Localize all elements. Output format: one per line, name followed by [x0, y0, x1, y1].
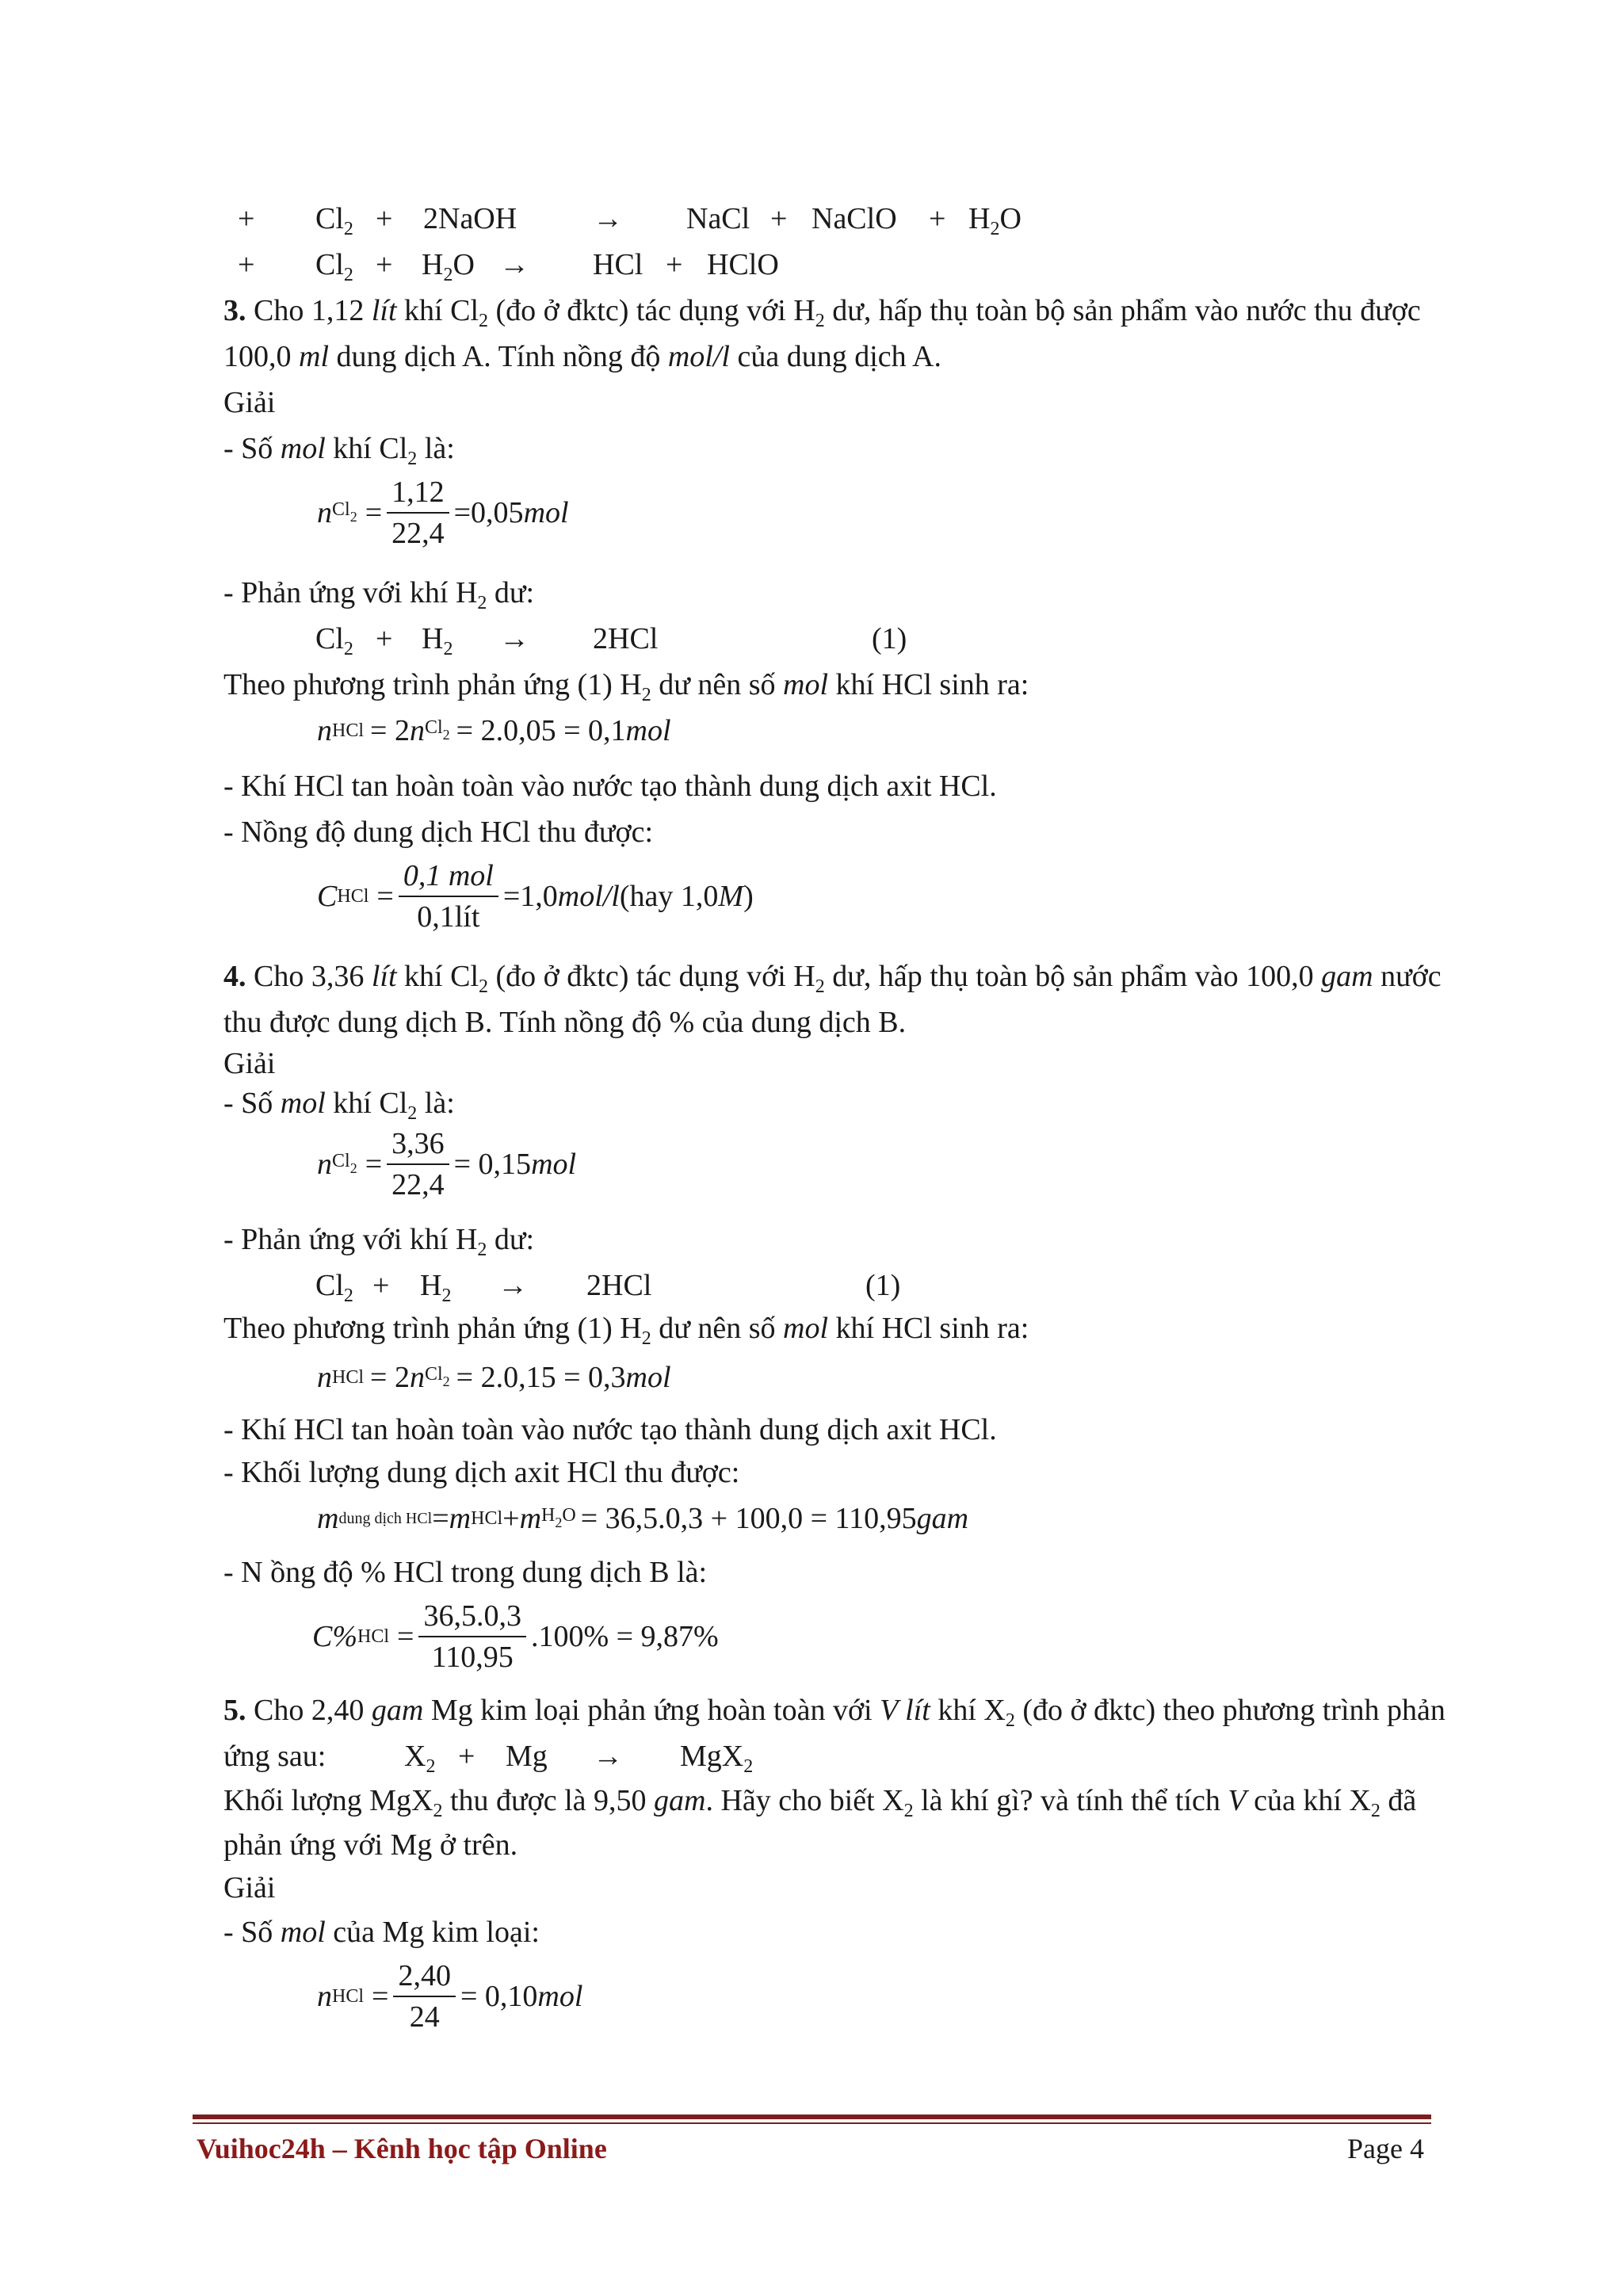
- p5-question-line-2-label: ứng sau:: [223, 1740, 327, 1773]
- reaction-2-arrow: →: [499, 248, 529, 281]
- p3-question-line-2: 100,0 ml dung dịch A. Tính nồng độ mol/l của dung dịch A.: [223, 340, 941, 373]
- reaction-2-hcl: HCl: [593, 248, 643, 281]
- p4-formula-percent: C% HCl = $\frac{36,5.0,3}{110,95}$ .100% = 9,87%: [312, 1596, 719, 1677]
- p3-reaction-2hcl: 2HCl: [593, 622, 659, 655]
- p5-formula-nmg: n HCl = $\frac{2,40}{24}$ = 0,10 mol: [317, 1956, 582, 2037]
- reaction-2-cl2: $Cl_2$: [315, 248, 353, 285]
- p5-reaction-arrow: →: [593, 1740, 623, 1773]
- footer-rule-thin: [193, 2122, 1431, 2124]
- reaction-1-nacl: NaCl: [686, 202, 750, 235]
- p3-formula-nhcl: n HCl = 2 n $Cl_2$ = 2.0,05 = 0,1 mol: [317, 714, 671, 747]
- p3-reaction-h2: $H_2$: [422, 622, 453, 659]
- p5-question-line-3: Khối lượng MgX$_2$ thu được là 9,50 gam. Hãy cho biết $X_2$ là khí gì? và tính thể tích V của khí $X_2$ đã: [223, 1784, 1417, 1821]
- reaction-1-plus-b: +: [770, 202, 788, 235]
- p4-step-2: - Phản ứng với khí $H_2$ dư:: [223, 1223, 535, 1260]
- p3-reaction-plus: +: [376, 622, 393, 655]
- p4-formula-mass: m dung dịch HCl = m HCl + m $H_2O$ = 36,5.0,3 + 100,0 = 110,95 gam: [317, 1502, 969, 1535]
- reaction-1-cl2: $Cl_2$: [315, 202, 353, 239]
- p4-solution-heading: Giải: [223, 1047, 276, 1080]
- p5-question-line-4: phản ứng với Mg ở trên.: [223, 1828, 518, 1862]
- p3-step-1: - Số mol khí $Cl_2$ là:: [223, 432, 455, 469]
- p4-question-line-1: 4. Cho 3,36 lít khí $Cl_2$ (đo ở đktc) tác dụng với $H_2$ dư, hấp thụ toàn bộ sản phẩm vào 100,0 gam nước: [223, 960, 1442, 997]
- p5-solution-heading: Giải: [223, 1871, 276, 1904]
- p3-reaction-arrow: →: [499, 622, 529, 655]
- p5-reaction-x2: $X_2$: [404, 1740, 436, 1777]
- reaction-1-plus-c: +: [929, 202, 946, 235]
- reaction-1-plus-a: +: [376, 202, 393, 235]
- p5-reaction-plus: +: [458, 1740, 475, 1773]
- p4-step-1: - Số mol khí $Cl_2$ là:: [223, 1087, 455, 1124]
- footer-rule-thick: [193, 2115, 1431, 2119]
- reaction-2-plus: +: [238, 248, 255, 281]
- p4-step-4: - Khí HCl tan hoàn toàn vào nước tạo thành dung dịch axit HCl.: [223, 1413, 997, 1446]
- reaction-2-h2o: $H_2O$: [422, 248, 475, 285]
- p4-step-6: - N ồng độ % HCl trong dung dịch B là:: [223, 1556, 708, 1589]
- p4-reaction-number: (1): [865, 1269, 901, 1302]
- p4-question-line-2: thu được dung dịch B. Tính nồng độ % của dung dịch B.: [223, 1006, 907, 1039]
- p3-reaction-number: (1): [872, 622, 907, 655]
- p3-step-2: - Phản ứng với khí $H_2$ dư:: [223, 576, 535, 613]
- p3-step-5: - Nồng độ dung dịch HCl thu được:: [223, 816, 654, 849]
- reaction-2-plus-a: +: [376, 248, 393, 281]
- reaction-1-h2o: $H_2O$: [968, 202, 1022, 239]
- p3-step-3: Theo phương trình phản ứng (1) $H_2$ dư nên số mol khí HCl sinh ra:: [223, 668, 1029, 705]
- footer-site-name: Vuihoc24h – Kênh học tập Online: [197, 2133, 607, 2164]
- p4-step-5: - Khối lượng dung dịch axit HCl thu được:: [223, 1456, 740, 1489]
- p4-reaction-plus: +: [372, 1269, 390, 1302]
- p4-formula-nhcl: n HCl = 2 n $Cl_2$ = 2.0,15 = 0,3 mol: [317, 1361, 671, 1394]
- p5-question-line-1: 5. Cho 2,40 gam Mg kim loại phản ứng hoàn toàn với V lít khí $X_2$ (đo ở đktc) theo phương trình phản: [223, 1694, 1445, 1731]
- reaction-1-naoh: 2NaOH: [423, 202, 517, 235]
- p3-formula-chcl: C HCl = $\frac{\text{0,1 mol}}{\text{0,1lít}}$ =1,0 mol/l (hay 1,0 M ): [317, 856, 754, 937]
- p5-reaction-mg: Mg: [506, 1740, 548, 1773]
- p3-formula-ncl2: n $Cl_2$ = $\frac{1,12}{22,4}$ =0,05 mol: [317, 472, 569, 553]
- p3-reaction-cl2: $Cl_2$: [315, 622, 353, 659]
- p4-reaction-2hcl: 2HCl: [586, 1269, 652, 1302]
- reaction-1-plus: +: [238, 202, 255, 235]
- p5-reaction-mgx2: MgX$_2$: [680, 1740, 754, 1777]
- p3-step-4: - Khí HCl tan hoàn toàn vào nước tạo thành dung dịch axit HCl.: [223, 770, 997, 803]
- footer-page-number: Page 4: [1347, 2133, 1424, 2164]
- reaction-1-arrow: →: [593, 202, 623, 235]
- p3-question-line-1: 3. Cho 1,12 lít khí $Cl_2$ (đo ở đktc) tác dụng với $H_2$ dư, hấp thụ toàn bộ sản phẩm vào nước thu được: [223, 294, 1421, 331]
- p4-step-3: Theo phương trình phản ứng (1) $H_2$ dư nên số mol khí HCl sinh ra:: [223, 1312, 1029, 1349]
- p4-reaction-h2: $H_2$: [420, 1269, 452, 1306]
- p5-step-1: - Số mol của Mg kim loại:: [223, 1916, 540, 1949]
- p3-solution-heading: Giải: [223, 386, 276, 419]
- reaction-2-plus-b: +: [666, 248, 683, 281]
- p4-reaction-cl2: $Cl_2$: [315, 1269, 353, 1306]
- reaction-1-naclo: NaClO: [812, 202, 897, 235]
- reaction-2-hclo: HClO: [707, 248, 779, 281]
- p4-reaction-arrow: →: [498, 1269, 528, 1302]
- p4-formula-ncl2: n $Cl_2$ = $\frac{3,36}{22,4}$ = 0,15 mol: [317, 1124, 576, 1205]
